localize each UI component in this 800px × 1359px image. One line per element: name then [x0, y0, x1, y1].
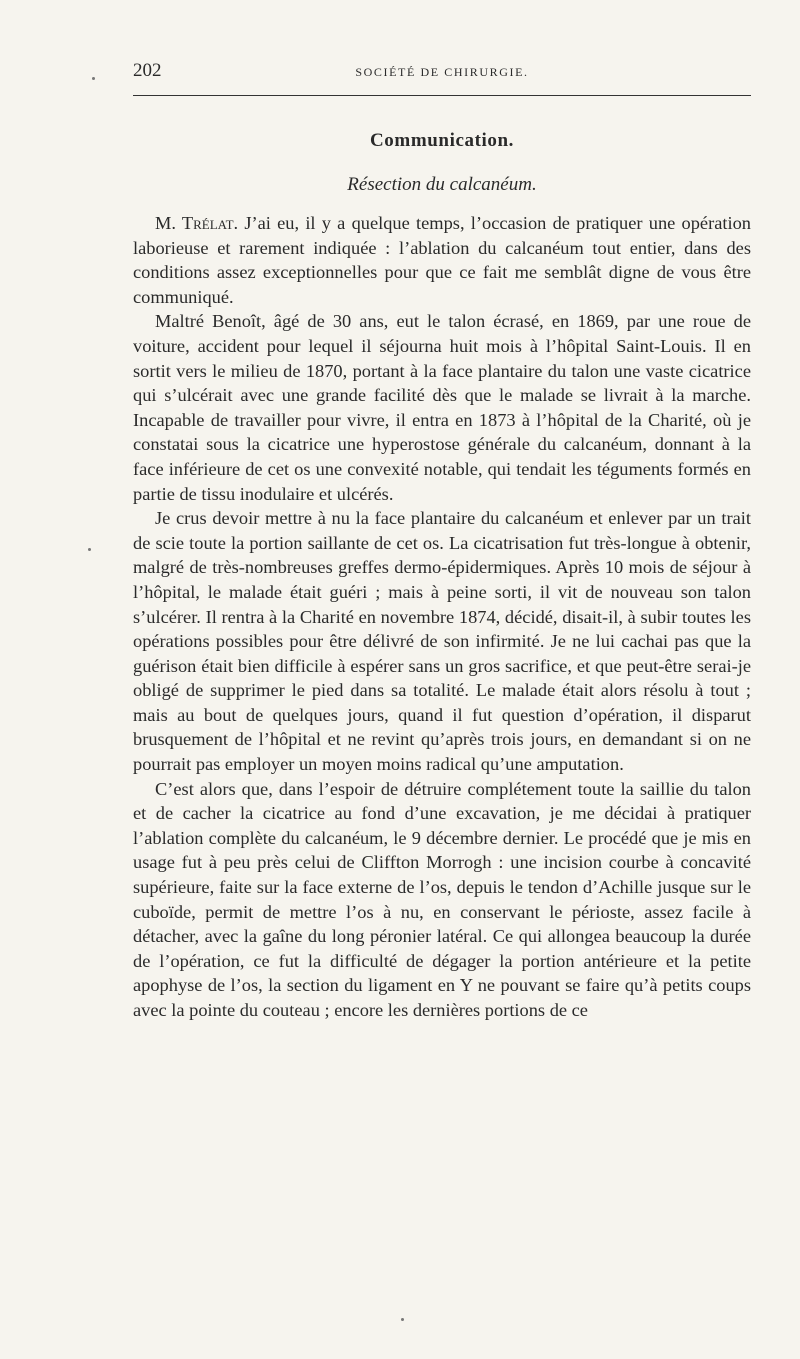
paper-speck: [88, 548, 91, 551]
paragraph: C’est alors que, dans l’espoir de détruire complétement toute la saillie du talon et de cacher la cicatrice au fond d’une excavation, je me décidai à pratiquer l’ablation complète du calcanéum, le 9 décembre dernier. Le procédé que je mis en usage fut à peu près celui de Cliffton Morrogh : une incision courbe à concavité supérieure, faite sur la face externe de l’os, depuis le tendon d’Achille jusque sur le cuboïde, permit de mettre l’os à nu, en conservant le périoste, assez facile à détacher, avec la gaîne du long péronier latéral. Ce qui allongea beaucoup la durée de l’opération, ce fut la difficulté de dégager la portion antérieure et la petite apophyse de l’os, la section du ligament en Y ne pouvant se faire qu’à petits coups avec la pointe du couteau ; encore les dernières portions de ce: [133, 778, 751, 1020]
paragraph: [133, 211, 751, 309]
paragraph: Maltré Benoît, âgé de 30 ans, eut le talon écrasé, en 1869, par une roue de voiture, accident pour lequel il séjourna huit mois à l’hôpital Saint-Louis. Il en sortit vers le milieu de 1870, portant à la face plantaire du talon une vaste cicatrice qui s’ulcérait avec une grande facilité dès que le malade se livrait à la marche. Incapable de travailler pour vivre, il entra en 1873 à l’hôpital de la Charité, où je constatai sous la cicatrice une hyperostose générale du calcanéum, donnant à la face inférieure de cet os une convexité notable, qui tendait les téguments formés en partie de tissu inodulaire et ulcérés.: [133, 311, 751, 504]
paragraph-text: J’ai eu, il y a quelque temps, l’occasion de pratiquer une opération laborieuse et rarement indiquée : l’ablation du calcanéum tout entier, dans des conditions assez exceptionnelles pour que ce fait me semblât digne de vous être communiqué.: [133, 213, 751, 307]
paragraph: Je crus devoir mettre à nu la face plantaire du calcanéum et enlever par un trait de scie toute la portion saillante de cet os. La cicatrisation fut très-longue à obtenir, malgré de très-nombreuses greffes dermo-épidermiques. Après 10 mois de séjour à l’hôpital, le malade était guéri ; mais à peine sorti, il vit de nouveau son talon s’ulcérer. Il rentra à la Charité en novembre 1874, décidé, disait-il, à subir toutes les opérations possibles pour être délivré de son infirmité. Je ne lui cachai pas que la guérison était bien difficile à espérer sans un gros sacrifice, et que peut-être serai-je obligé de supprimer le pied dans sa totalité. Le malade était alors résolu à tout ; mais au bout de quelques jours, quand il fut question d’opération, il disparut brusquement de l’hôpital et ne revint qu’après trois jours, en demandant si on ne pourrait pas employer un moyen moins radical qu’une amputation.: [133, 508, 751, 775]
section-subtitle: Résection du calcanéum.: [347, 174, 537, 195]
body-text: [133, 211, 751, 1023]
page-header: [133, 58, 751, 86]
page-number: 202: [133, 60, 162, 81]
header-rule: [133, 95, 751, 96]
running-title: SOCIÉTÉ DE CHIRURGIE.: [355, 65, 529, 79]
paper-speck: [92, 77, 95, 80]
section-heading: Communication.: [369, 130, 515, 151]
author-name: M. Trélat.: [155, 213, 239, 233]
paper-speck: [401, 1318, 404, 1321]
